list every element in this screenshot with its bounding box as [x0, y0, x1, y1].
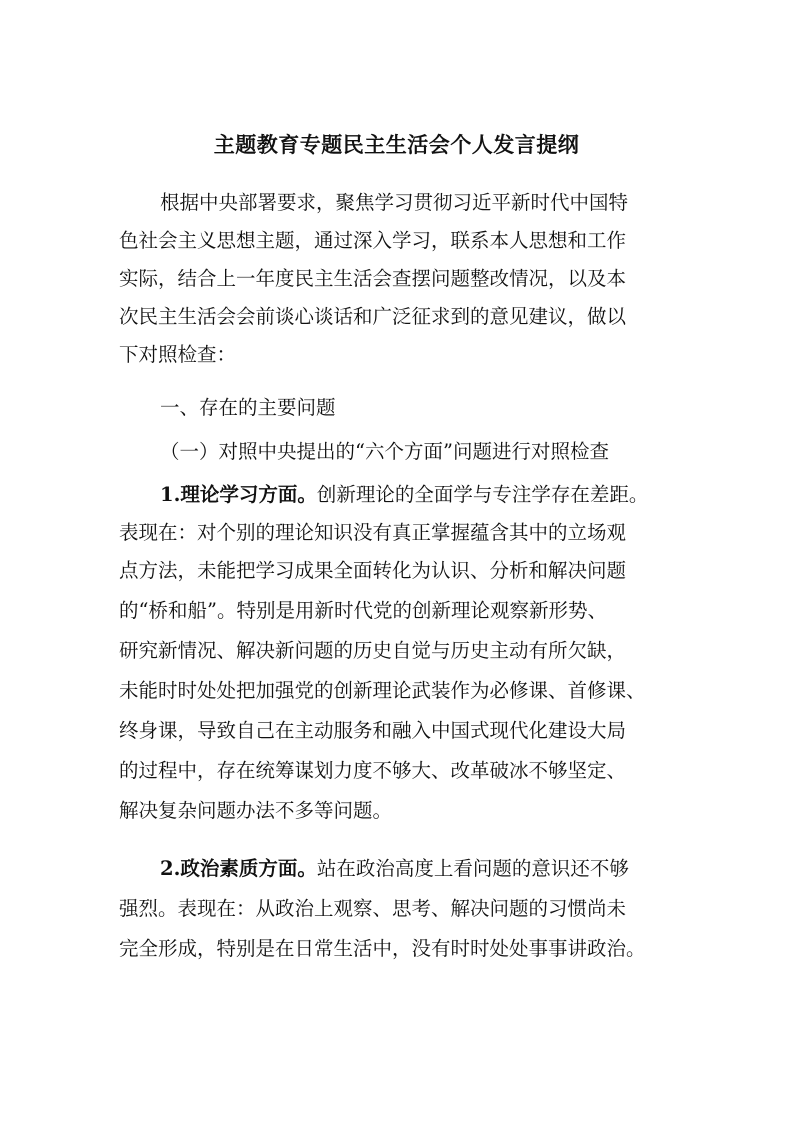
- item-2-first-line: [160, 854, 629, 884]
- item-2-line: 强烈。表现在：从政治上观察、思考、解决问题的习惯尚未: [119, 897, 627, 920]
- document-title: 主题教育专题民主生活会个人发言提纲: [213, 132, 580, 157]
- item-1-line: 未能时时处处把加强党的创新理论武装作为必修课、首修课、: [119, 679, 646, 702]
- subsection-heading: （一）对照中央提出的“六个方面”问题进行对照检查: [160, 440, 609, 463]
- intro-line: 实际，结合上一年度民主生活会查摆问题整改情况，以及本: [119, 267, 627, 290]
- item-1-line: 表现在：对个别的理论知识没有真正掌握蕴含其中的立场观: [119, 521, 627, 544]
- item-1-label: 1.理论学习方面。: [160, 483, 317, 506]
- section-heading: 一、存在的主要问题: [160, 396, 336, 419]
- item-1-line: 解决复杂问题办法不多等问题。: [119, 799, 393, 822]
- intro-line: 根据中央部署要求，聚焦学习贯彻习近平新时代中国特: [160, 191, 629, 214]
- item-2-lead: 站在政治高度上看问题的意识还不够: [316, 857, 629, 880]
- item-1-first-line: [160, 480, 648, 510]
- item-1-line: 的“桥和船”。特别是用新时代党的创新理论观察新形势、: [119, 599, 607, 622]
- item-1-line: 研究新情况、解决新问题的历史自觉与历史主动有所欠缺，: [119, 639, 627, 662]
- item-2-line: 完全形成，特别是在日常生活中，没有时时处处事事讲政治。: [119, 937, 646, 960]
- item-1-line: 点方法，未能把学习成果全面转化为认识、分析和解决问题: [119, 559, 627, 582]
- intro-line: 次民主生活会会前谈心谈话和广泛征求到的意见建议，做以: [119, 305, 627, 328]
- intro-line: 色社会主义思想主题，通过深入学习，联系本人思想和工作: [119, 229, 627, 252]
- intro-line: 下对照检查：: [119, 343, 237, 366]
- item-1-lead: 创新理论的全面学与专注学存在差距。: [316, 483, 649, 506]
- item-2-label: 2.政治素质方面。: [160, 857, 317, 880]
- item-1-line: 终身课，导致自己在主动服务和融入中国式现代化建设大局: [119, 719, 627, 742]
- item-1-line: 的过程中，存在统筹谋划力度不够大、改革破冰不够坚定、: [119, 759, 627, 782]
